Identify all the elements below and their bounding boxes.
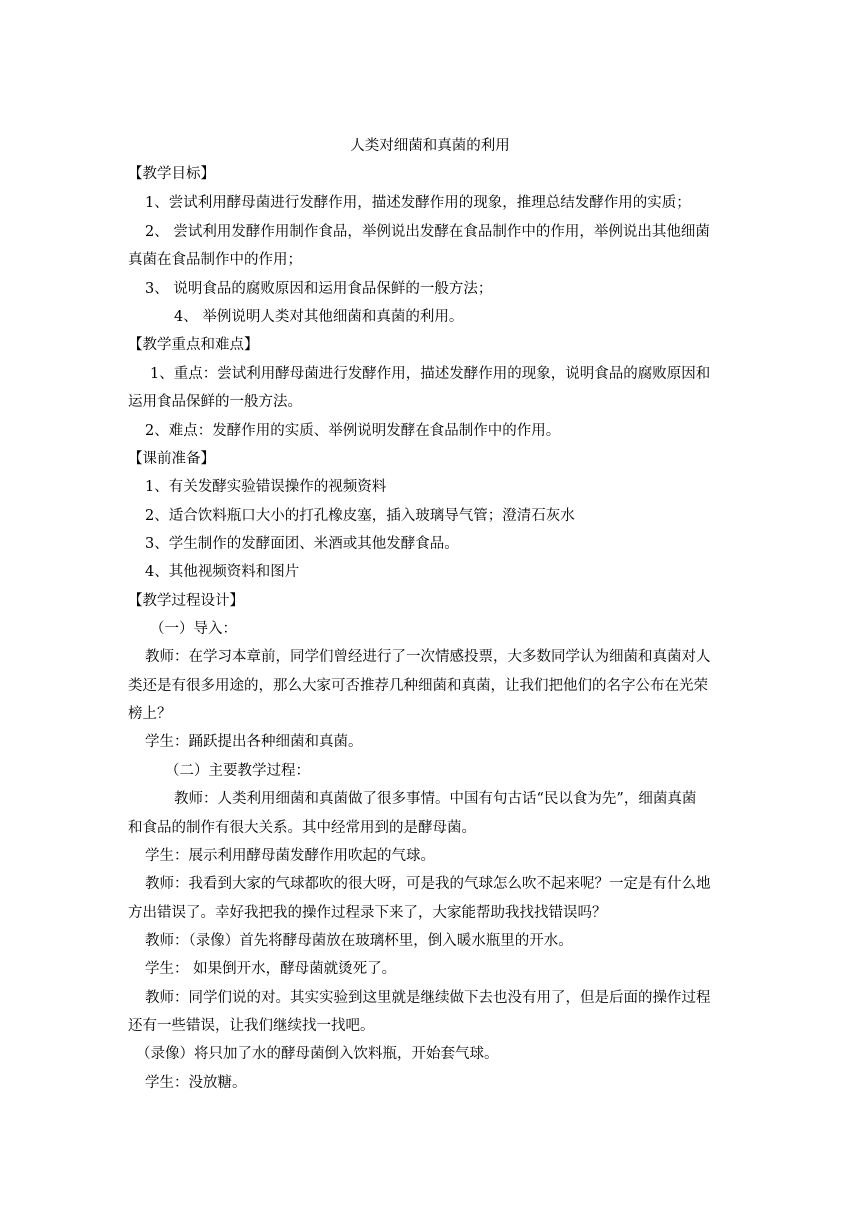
objective-item-4: 4、 举例说明人类对其他细菌和真菌的利用。 <box>174 309 464 325</box>
preparation-item-4: 4、其他视频资料和图片 <box>145 564 300 580</box>
document-title: 人类对细菌和真菌的利用 <box>350 138 510 154</box>
process-line: 学生：展示利用酵母菌发酵作用吹起的气球。 <box>145 848 435 864</box>
process-line: 教师：我看到大家的气球都吹的很大呀，可是我的气球怎么吹不起来呢？一定是有什么地 <box>145 876 711 892</box>
section-heading-process: 【教学过程设计】 <box>128 593 244 609</box>
process-line: 学生：没放糖。 <box>145 1075 247 1091</box>
process-line: 教师：人类利用细菌和真菌做了很多事情。中国有句古话“民以食为先”，细菌真菌 <box>174 791 697 807</box>
process-line: 学生： 如果倒开水，酵母菌就烫死了。 <box>145 961 397 977</box>
preparation-item-3: 3、学生制作的发酵面团、米酒或其他发酵食品。 <box>145 536 459 552</box>
process-line: （录像）将只加了水的酵母菌倒入饮料瓶，开始套气球。 <box>136 1046 499 1062</box>
process-line: 榜上？ <box>128 706 172 722</box>
process-line: 教师：在学习本章前，同学们曾经进行了一次情感投票，大多数同学认为细菌和真菌对人 <box>145 649 711 665</box>
process-line: 还有一些错误，让我们继续找一找吧。 <box>128 1018 375 1034</box>
key-point-1: 1、重点：尝试利用酵母菌进行发酵作用，描述发酵作用的现象，说明食品的腐败原因和 <box>150 366 711 382</box>
preparation-item-1: 1、有关发酵实验错误操作的视频资料 <box>145 479 387 495</box>
process-line: 教师：同学们说的对。其实实验到这里就是继续做下去也没有用了，但是后面的操作过程 <box>145 990 711 1006</box>
key-point-2: 2、难点：发酵作用的实质、举例说明发酵在食品制作中的作用。 <box>145 423 561 439</box>
objective-item-1: 1、尝试利用酵母菌进行发酵作用，描述发酵作用的现象，推理总结发酵作用的实质； <box>145 195 691 211</box>
objective-item-3: 3、 说明食品的腐败原因和运用食品保鲜的一般方法； <box>145 281 493 297</box>
process-line: 和食品的制作有很大关系。其中经常用到的是酵母菌。 <box>128 820 476 836</box>
process-line-intro-heading: （一）导入： <box>150 621 237 637</box>
process-line: 教师：（录像）首先将酵母菌放在玻璃杯里，倒入暖水瓶里的开水。 <box>145 933 573 949</box>
section-heading-key-points: 【教学重点和难点】 <box>128 337 259 353</box>
objective-item-2: 2、 尝试利用发酵作用制作食品，举例说出发酵在食品制作中的作用，举例说出其他细菌 <box>145 224 710 240</box>
process-line: 方出错误了。幸好我把我的操作过程录下来了，大家能帮助我找找错误吗？ <box>128 905 607 921</box>
process-line: 类还是有很多用途的，那么大家可否推荐几种细菌和真菌，让我们把他们的名字公布在光荣 <box>128 678 708 694</box>
preparation-item-2: 2、适合饮料瓶口大小的打孔橡皮塞，插入玻璃导气管；澄清石灰水 <box>145 508 575 524</box>
process-line: 学生：踊跃提出各种细菌和真菌。 <box>145 734 363 750</box>
process-line-main-heading: （二）主要教学过程： <box>165 763 310 779</box>
objective-item-2-cont: 真菌在食品制作中的作用； <box>128 252 302 268</box>
section-heading-objectives: 【教学目标】 <box>128 166 215 182</box>
key-point-1-cont: 运用食品保鲜的一般方法。 <box>128 394 302 410</box>
section-heading-preparation: 【课前准备】 <box>128 451 215 467</box>
